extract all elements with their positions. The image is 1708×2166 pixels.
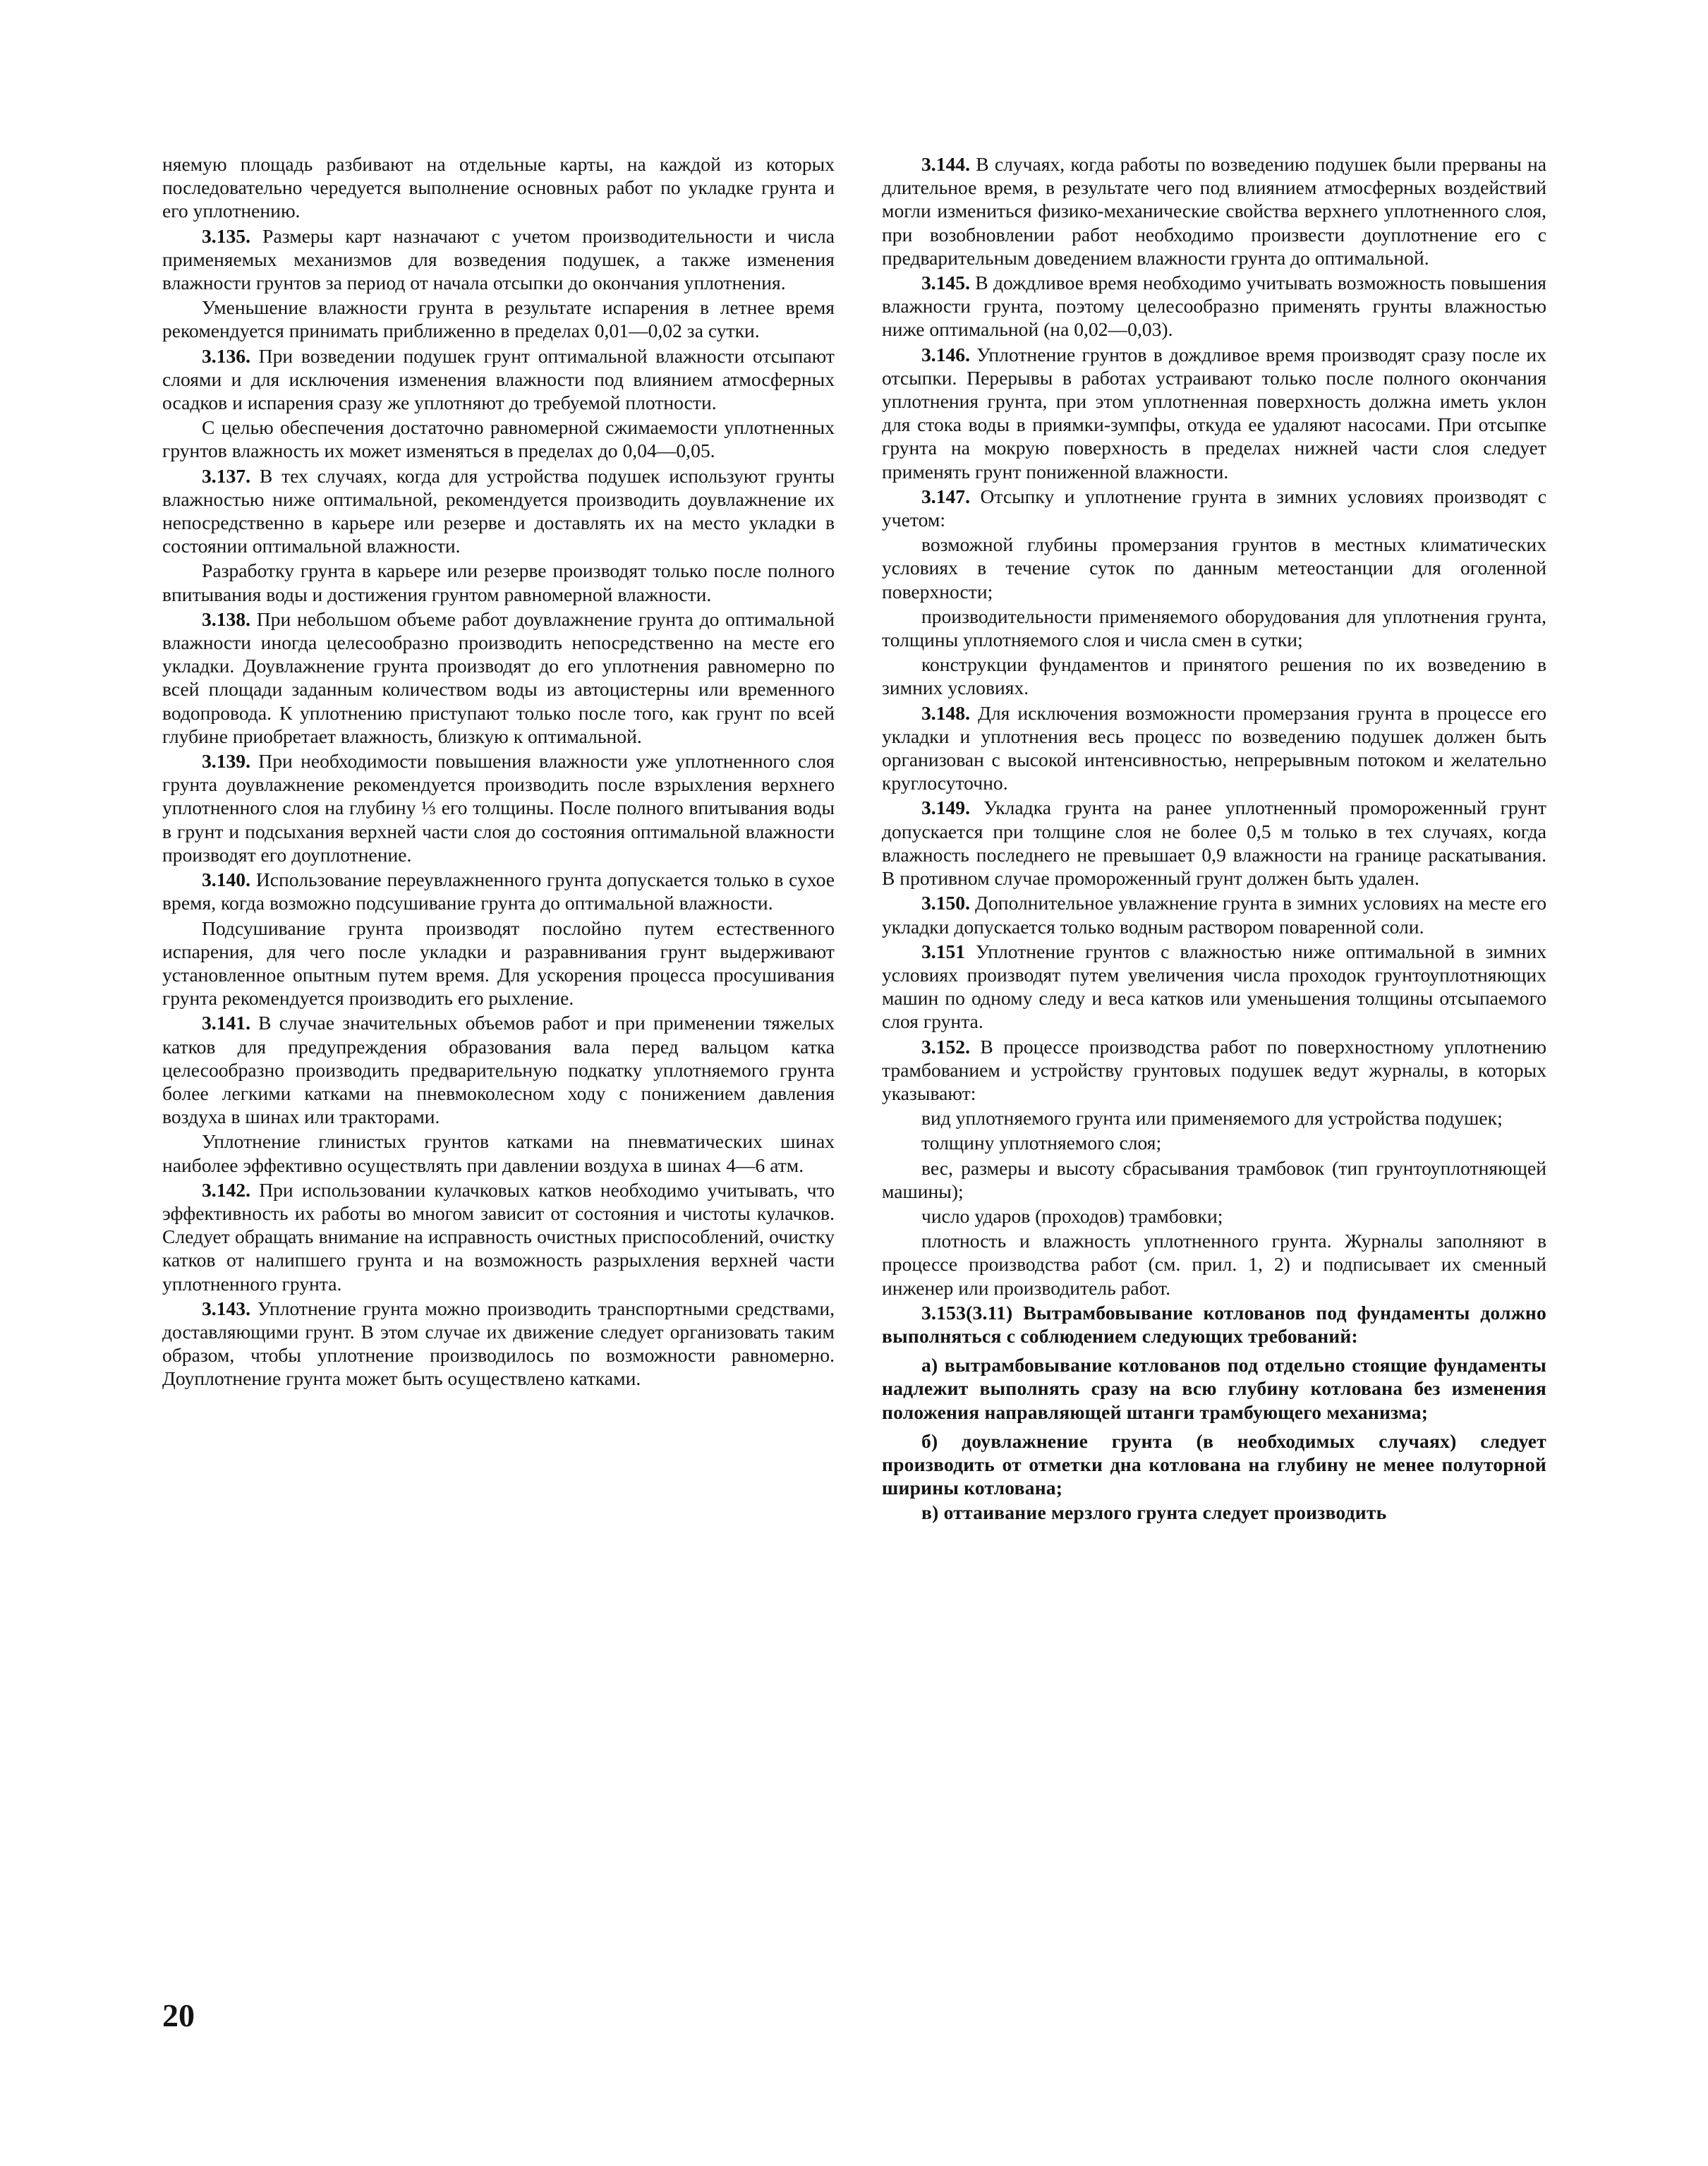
list-item: производительности применяемого оборудования для уплотнения грунта, толщины уплотняемого слоя и числа смен в сутки; [882, 605, 1546, 651]
list-item: вес, размеры и высоту сбрасывания трамбовок (тип грунтоуплотняющей машины); [882, 1156, 1546, 1202]
paragraph-3-143: 3.143. Уплотнение грунта можно производить транспортными средствами, доставляющими грунт. В этом случае их движение следует организовать таким образом, чтобы уплотнение производилось по возможности равномерно. Доуплотнение грунта может быть осуществлено катками. [162, 1297, 835, 1390]
list-item: вид уплотняемого грунта или применяемого для устройства подушек; [921, 1107, 1503, 1130]
paragraph-3-147: 3.147. Отсыпку и уплотнение грунта в зимних условиях производят с учетом: [882, 485, 1546, 531]
paragraph-3-150: 3.150. Дополнительное увлажнение грунта в зимних условиях на месте его укладки допускается только водным раствором поваренной соли. [882, 892, 1546, 938]
list-item-b: б) доувлажнение грунта (в необходимых случаях) следует производить от отметки дна котлована на глубину не менее полуторной ширины котлована; [882, 1429, 1546, 1499]
paragraph-3-137: 3.137. В тех случаях, когда для устройства подушек используют грунты влажностью ниже оптимальной, рекомендуется производить доувлажнение их непосредственно в карьере или резерве и доставлять их на место укладки в состоянии оптимальной влажности. [162, 464, 835, 557]
paragraph-3-146: 3.146. Уплотнение грунтов в дождливое время производят сразу после их отсыпки. Перерывы в работах устраивают только после полного окончания уплотнения грунта, при этом уплотненная поверхность должна иметь уклон для стока воды в приямки-зумпфы, откуда ее удаляют насосами. При отсыпке грунта на мокрую поверхность в пределах нижней части слоя следует применять грунт пониженной влажности. [882, 343, 1546, 483]
paragraph: Уплотнение глинистых грунтов катками на пневматических шинах наиболее эффективно осуществлять при давлении воздуха в шинах 4—6 атм. [162, 1130, 835, 1176]
paragraph-3-149: 3.149. Укладка грунта на ранее уплотненный промороженный грунт допускается при толщине слоя не более 0,5 м только в тех случаях, когда влажность последнего не превышает 0,9 влажности на границе раскатывания. В противном случае промороженный грунт должен быть удален. [882, 797, 1546, 890]
paragraph-3-136: 3.136. При возведении подушек грунт оптимальной влажности отсыпают слоями и для исключения изменения влажности под влиянием атмосферных осадков и испарения сразу же уплотняют до требуемой плотности. [162, 344, 835, 414]
right-column [882, 152, 1546, 1526]
list-item: толщину уплотняемого слоя; [921, 1132, 1162, 1154]
paragraph-3-151: 3.151 Уплотнение грунтов с влажностью ниже оптимальной в зимних условиях производят путем увеличения числа проходок грунтоуплотняющих машин по одному следу и веса катков или уменьшения толщины отсыпаемого слоя грунта. [882, 940, 1546, 1033]
paragraph: Разработку грунта в карьере или резерве производят только после полного впитывания воды и достижения грунтом равномерной влажности. [162, 559, 835, 605]
paragraph-3-142: 3.142. При использовании кулачковых катков необходимо учитывать, что эффективность их работы во многом зависит от состояния и чистоты кулачков. Следует обращать внимание на исправность очистных приспособлений, очистку катков от налипшего грунта и на возможность разрыхления верхней части уплотненного грунта. [162, 1178, 835, 1295]
paragraph: С целью обеспечения достаточно равномерной сжимаемости уплотненных грунтов влажность их может изменяться в пределах до 0,04—0,05. [162, 416, 835, 462]
list-item: возможной глубины промерзания грунтов в местных климатических условиях в течение суток по данным метеостанции для оголенной поверхности; [882, 533, 1546, 603]
paragraph-3-145: 3.145. В дождливое время необходимо учитывать возможность повышения влажности грунта, поэтому целесообразно применять грунты влажностью ниже оптимальной (на 0,02—0,03). [882, 272, 1546, 341]
paragraph: няемую площадь разбивают на отдельные карты, на каждой из которых последовательно чередуется выполнение основных работ по укладке грунта и его уплотнению. [162, 153, 835, 222]
paragraph-3-141: 3.141. В случае значительных объемов работ и при применении тяжелых катков для предупреждения образования вала перед вальцом катка целесообразно производить предварительную подкатку уплотняемого грунта более легкими катками на пневмоколесном ходу с понижением давления воздуха в шинах или тракторами. [162, 1012, 835, 1128]
paragraph-3-153: 3.153(3.11) Вытрамбовывание котлованов под фундаменты должно выполняться с соблюдением следующих требований: [882, 1301, 1546, 1347]
paragraph-3-140: 3.140. Использование переувлажненного грунта допускается только в сухое время, когда возможно подсушивание грунта до оптимальной влажности. [162, 869, 835, 914]
paragraph-3-152: 3.152. В процессе производства работ по поверхностному уплотнению трамбованием и устройству грунтовых подушек ведут журналы, в которых указывают: [882, 1035, 1546, 1104]
list-item: плотность и влажность уплотненного грунта. Журналы заполняют в процессе производства работ (см. прил. 1, 2) и подписывает их сменный инженер или производитель работ. [882, 1230, 1546, 1299]
paragraph-3-148: 3.148. Для исключения возможности промерзания грунта в процессе его укладки и уплотнения весь процесс по возведению подушек должен быть организован с высокой интенсивностью, непрерывным потоком и желательно круглосуточно. [882, 701, 1546, 794]
paragraph: Уменьшение влажности грунта в результате испарения в летнее время рекомендуется принимать приближенно в пределах 0,01—0,02 за сутки. [162, 296, 835, 342]
list-item: конструкции фундаментов и принятого решения по их возведению в зимних условиях. [882, 653, 1546, 699]
list-item: число ударов (проходов) трамбовки; [921, 1204, 1223, 1227]
list-item-v: в) оттаивание мерзлого грунта следует производить [921, 1501, 1387, 1524]
left-column [162, 152, 835, 1392]
page-number: 20 [162, 1997, 195, 2033]
paragraph-3-139: 3.139. При необходимости повышения влажности уже уплотненного слоя грунта доувлажнение рекомендуется производить после взрыхления верхнего уплотненного слоя на глубину ⅓ его толщины. После полного впитывания воды в грунт и подсыхания верхней части слоя до состояния оптимальной влажности производят его доуплотнение. [162, 750, 835, 866]
paragraph-3-144: 3.144. В случаях, когда работы по возведению подушек были прерваны на длительное время, в результате чего под влиянием атмосферных воздействий могли измениться физико-механические свойства верхнего уплотненного слоя, при возобновлении работ необходимо произвести доуплотнение его с предварительным доведением влажности грунта до оптимальной. [882, 153, 1546, 269]
paragraph-3-135: 3.135. Размеры карт назначают с учетом производительности и числа применяемых механизмов для возведения подушек, а также изменения влажности грунтов за период от начала отсыпки до окончания уплотнения. [162, 224, 835, 294]
list-item-a: а) вытрамбовывание котлованов под отдельно стоящие фундаменты надлежит выполнять сразу на всю глубину котлована без изменения положения направляющей штанги трамбующего механизма; [882, 1354, 1546, 1423]
paragraph-3-138: 3.138. При небольшом объеме работ доувлажнение грунта до оптимальной влажности иногда целесообразно производить непосредственно на месте его укладки. Доувлажнение грунта производят до его уплотнения равномерно по всей площади заданным количеством воды из автоцистерны или временного водопровода. К уплотнению приступают только после того, как грунт по всей глубине приобретает влажность, близкую к оптимальной. [162, 607, 835, 747]
paragraph: Подсушивание грунта производят послойно путем естественного испарения, для чего после укладки и разравнивания грунт выдерживают установленное опытным путем время. Для ускорения процесса просушивания грунта рекомендуется производить его рыхление. [162, 916, 835, 1010]
